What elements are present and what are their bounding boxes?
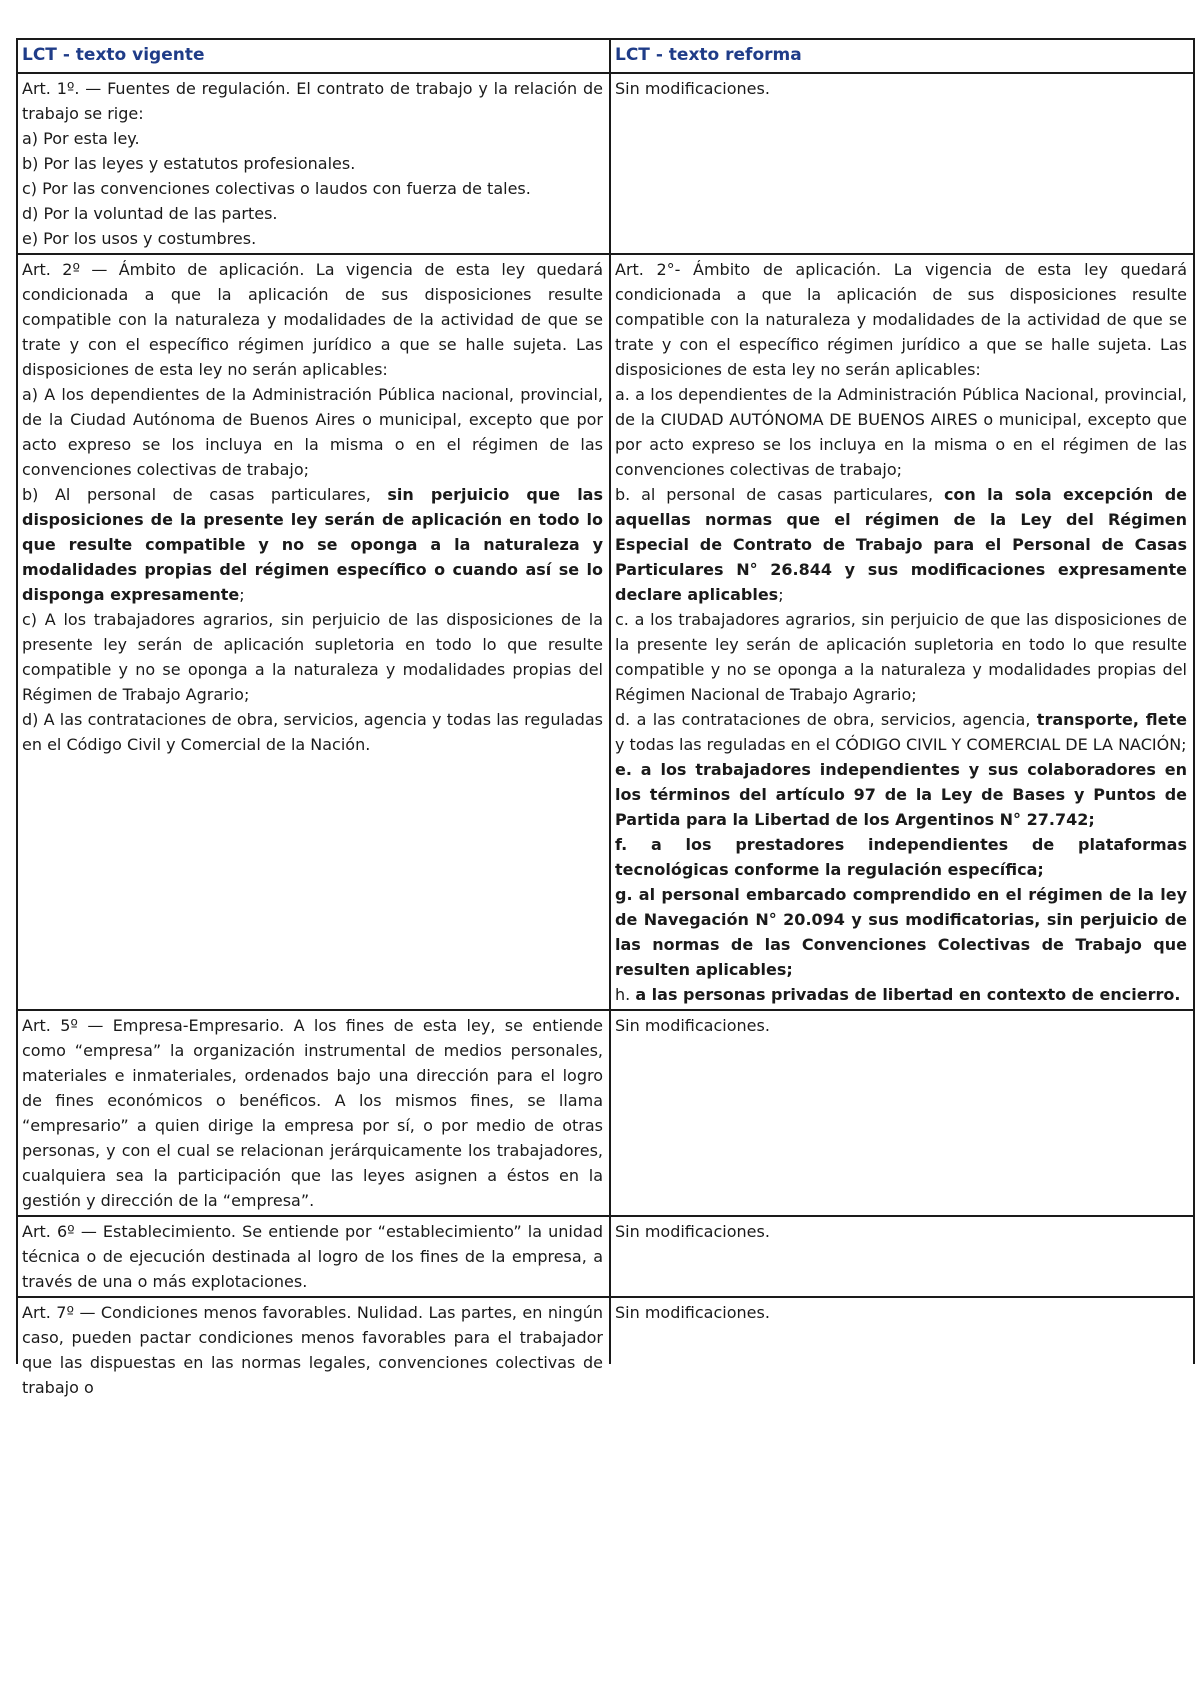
art-7-current-text: Art. 7º — Condiciones menos favorables. Nulidad. Las partes, en ningún caso, pueden pactar condiciones menos favorables para el trabajador que las dispuestas en las normas legales, convenciones colectivas de trabajo o (22, 1303, 603, 1397)
art-2-current-item-b-end: ; (239, 585, 245, 604)
art-2-reform-item-h-bold: a las personas privadas de libertad en contexto de encierro. (635, 985, 1181, 1004)
art-2-reform-item-h-plain: h. (615, 985, 636, 1004)
art-2-current-cell (17, 254, 610, 1010)
art-2-reform-item-b (615, 482, 1187, 607)
art-2-reform-item-d-bold: transporte, flete (1036, 710, 1187, 729)
comparison-table (16, 38, 1195, 1397)
art-2-current-item-b-plain: b) Al personal de casas particulares, (22, 485, 388, 504)
art-2-reform-cell (610, 254, 1194, 1010)
art-1-reform-cell: Sin modificaciones. (610, 73, 1194, 254)
art-7-reform-text: Sin modificaciones. (615, 1303, 770, 1322)
table-row-art-6 (17, 1216, 1194, 1297)
art-2-reform-item-g: g. al personal embarcado comprendido en el régimen de la ley de Navegación N° 20.094 y sus modificatorias, sin perjuicio de las normas de las Convenciones Colectivas de Trabajo que resulten aplicables; (615, 885, 1187, 979)
art-2-current-item-d: d) A las contrataciones de obra, servicios, agencia y todas las reguladas en el Código Civil y Comercial de la Nación. (22, 710, 603, 754)
art-2-reform-item-b-end: ; (778, 585, 784, 604)
art-2-reform-item-a: a. a los dependientes de la Administración Pública Nacional, provincial, de la CIUDAD AUTÓNOMA DE BUENOS AIRES o municipal, excepto que por acto expreso se los incluya en la misma o en el régimen de las convenciones colectivas de trabajo; (615, 385, 1187, 479)
art-2-current-item-b (22, 482, 603, 607)
art-6-current-cell: Art. 6º — Establecimiento. Se entiende por “establecimiento” la unidad técnica o de ejecución destinada al logro de los fines de la empresa, a través de una o más explotaciones. (17, 1216, 610, 1297)
art-2-current-item-c: c) A los trabajadores agrarios, sin perjuicio de las disposiciones de la presente ley serán de aplicación supletoria en todo lo que resulte compatible y no se oponga a la naturaleza y modalidades propias del Régimen de Trabajo Agrario; (22, 610, 603, 704)
art-7-reform-cell (610, 1297, 1194, 1364)
art-5-current-cell: Art. 5º — Empresa-Empresario. A los fines de esta ley, se entiende como “empresa” la organización instrumental de medios personales, materiales e inmateriales, ordenados bajo una dirección para el logro de fines económicos o benéficos. A los mismos fines, se llama “empresario” a quien dirige la empresa por sí, o por medio de otras personas, y con el cual se relacionan jerárquicamente los trabajadores, cualquiera sea la participación que las leyes asignen a éstos en la gestión y dirección de la “empresa”. (17, 1010, 610, 1216)
art-7-current-cell (17, 1297, 610, 1397)
art-1-item-a: a) Por esta ley. (22, 129, 140, 148)
art-6-reform-cell: Sin modificaciones. (610, 1216, 1194, 1297)
art-1-item-b: b) Por las leyes y estatutos profesionales. (22, 154, 356, 173)
art-1-text: Art. 1º. — Fuentes de regulación. El contrato de trabajo y la relación de trabajo se rige: (22, 79, 603, 123)
art-2-reform-item-h (615, 982, 1187, 1007)
art-1-current-cell (17, 73, 610, 254)
art-1-item-c: c) Por las convenciones colectivas o laudos con fuerza de tales. (22, 179, 531, 198)
art-2-reform-item-d (615, 707, 1187, 757)
art-1-item-e: e) Por los usos y costumbres. (22, 229, 257, 248)
table-header-row (17, 39, 1194, 73)
art-2-reform-item-d-end: y todas las reguladas en el CÓDIGO CIVIL Y COMERCIAL DE LA NACIÓN; (615, 735, 1187, 754)
art-2-reform-item-b-plain: b. al personal de casas particulares, (615, 485, 944, 504)
header-current-text: LCT - texto vigente (17, 39, 610, 73)
art-5-reform-cell: Sin modificaciones. (610, 1010, 1194, 1216)
art-2-reform-item-e: e. a los trabajadores independientes y sus colaboradores en los términos del artículo 97 de la Ley de Bases y Puntos de Partida para la Libertad de los Argentinos N° 27.742; (615, 760, 1187, 829)
art-2-reform-item-c: c. a los trabajadores agrarios, sin perjuicio de que las disposiciones de la presente ley serán de aplicación supletoria en todo lo que resulte compatible y no se oponga a la naturaleza y modalidades propias del Régimen Nacional de Trabajo Agrario; (615, 610, 1187, 704)
table-row-art-2 (17, 254, 1194, 1010)
art-2-reform-intro: Art. 2°- Ámbito de aplicación. La vigencia de esta ley quedará condicionada a que la aplicación de sus disposiciones resulte compatible con la naturaleza y modalidades de la actividad de que se trate y con el específico régimen jurídico a que se halle sujeta. Las disposiciones de esta ley no serán aplicables: (615, 260, 1187, 379)
art-2-current-item-a: a) A los dependientes de la Administración Pública nacional, provincial, de la Ciudad Autónoma de Buenos Aires o municipal, excepto que por acto expreso se los incluya en la misma o en el régimen de las convenciones colectivas de trabajo; (22, 385, 603, 479)
art-2-reform-item-d-plain: d. a las contrataciones de obra, servicios, agencia, (615, 710, 1037, 729)
art-2-reform-item-f: f. a los prestadores independientes de plataformas tecnológicas conforme la regulación específica; (615, 835, 1187, 879)
table-row-art-7 (17, 1297, 1194, 1364)
art-1-item-d: d) Por la voluntad de las partes. (22, 204, 278, 223)
table-row-art-5 (17, 1010, 1194, 1216)
art-2-reform-item-b-bold: con la sola excepción de aquellas normas que el régimen de la Ley del Régimen Especial de Contrato de Trabajo para el Personal de Casas Particulares N° 26.844 y sus modificaciones expresamente declare aplicables (615, 485, 1187, 604)
table-row-art-1 (17, 73, 1194, 254)
header-reform-text: LCT - texto reforma (610, 39, 1194, 73)
comparison-document (16, 38, 1193, 1397)
art-2-current-item-b-bold: sin perjuicio que las disposiciones de la presente ley serán de aplicación en todo lo que resulte compatible y no se oponga a la naturaleza y modalidades propias del régimen específico o cuando así se lo disponga expresamente (22, 485, 604, 604)
art-2-current-intro: Art. 2º — Ámbito de aplicación. La vigencia de esta ley quedará condicionada a que la aplicación de sus disposiciones resulte compatible con la naturaleza y modalidades de la actividad de que se trate y con el específico régimen jurídico a que se halle sujeta. Las disposiciones de esta ley no serán aplicables: (22, 260, 603, 379)
